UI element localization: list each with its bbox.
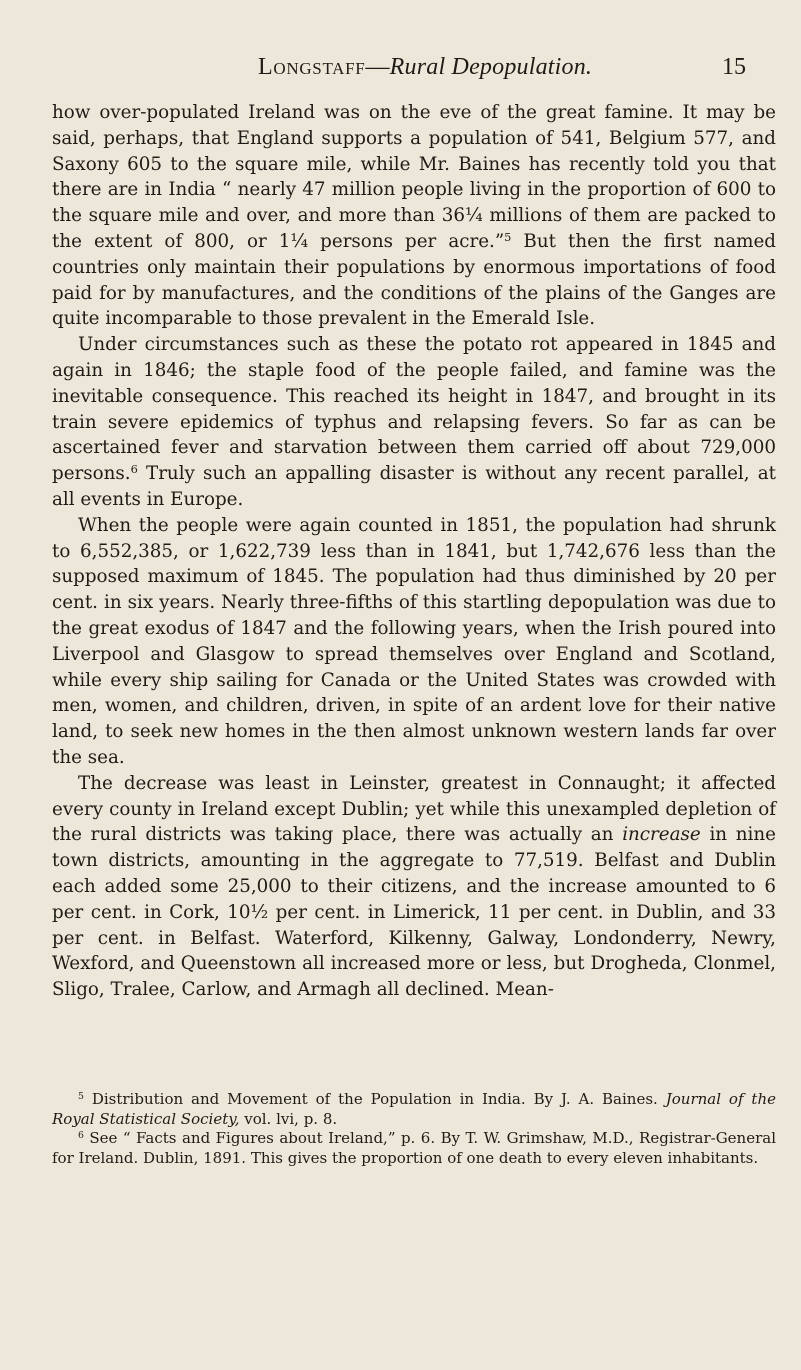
footnote-marker: 6: [78, 1129, 84, 1141]
paragraph: [52, 771, 776, 1003]
paragraph: [52, 332, 776, 513]
paragraph-text: But then the first named countries only maintain their populations by enormous importations of food paid for by manufactures, and the conditions of the plains of the Ganges are quite incomparable to those prevalent in the Emerald Isle.: [52, 230, 776, 330]
footnote-reference: 6: [130, 461, 138, 476]
running-head-separator: —: [365, 54, 390, 80]
footnote: [52, 1090, 776, 1129]
footnote: [52, 1129, 776, 1168]
footnote-marker: 5: [78, 1090, 84, 1102]
running-head: [0, 54, 801, 84]
footnote-text: Distribution and Movement of the Population in India. By J. A. Baines.: [83, 1090, 666, 1108]
paragraph-text: Truly such an appalling disaster is without any recent parallel, at all events in Europe.: [52, 463, 776, 510]
running-head-subject: Rural Depopulation.: [389, 54, 593, 80]
emphasized-word: increase: [622, 824, 701, 846]
footnote-text: vol. lvi, p. 8.: [239, 1109, 338, 1128]
journal-title: Journal of the Royal Statistical Society,: [52, 1090, 776, 1128]
paragraph-text: The decrease was least in Leinster, greatest in Connaught; it affected every county in Ireland except Dublin; yet while this unexampled depletion of the rural districts was taking place, there was actually an: [52, 772, 776, 846]
footnote-reference: 5: [504, 229, 512, 244]
paragraph-text: how over-populated Ireland was on the eve of the great famine. It may be said, perhaps, that England supports a population of 541, Belgium 577, and Saxony 605 to the square mile, while Mr. Baines has recently told you that there are in India “ nearly 47 million people living in the proportion of 600 to the square mile and over, and more than 36¼ millions of them are packed to the extent of 800, or 1¼ persons per acre.”: [52, 102, 776, 252]
page-number: 15: [722, 54, 746, 80]
paragraph-text: in nine town districts, amounting in the aggregate to 77,519. Belfast and Dublin each added some 25,000 to their citizens, and the increase amounted to 6 per cent. in Cork, 10½ per cent. in Limerick, 11 per cent. in Dublin, and 33 per cent. in Belfast. Waterford, Kilkenny, Galway, Londonderry, Newry, Wexford, and Queenstown all increased more or less, but Drogheda, Clonmel, Sligo, Tralee, Carlow, and Armagh all declined. Mean-: [52, 824, 777, 1001]
paragraph: [52, 513, 776, 771]
footnotes: [52, 1090, 776, 1168]
body-text: [52, 100, 776, 1003]
running-title: [258, 54, 592, 81]
running-head-author: Longstaff: [258, 54, 366, 80]
paragraph-text: Under circumstances such as these the potato rot appeared in 1845 and again in 1846; the staple food of the people failed, and famine was the inevitable consequence. This reached its height in 1847, and brought in its train severe epidemics of typhus and relapsing fevers. So far as can be ascertained fever and starvation between them carried off about 729,000 persons.: [52, 334, 776, 485]
footnote-text: See “ Facts and Figures about Ireland,” p. 6. By T. W. Grimshaw, M.D., Registrar-General for Ireland. Dublin, 1891. This gives the proportion of one death to every eleven inhabitants.: [52, 1129, 776, 1167]
paragraph-text: When the people were again counted in 1851, the population had shrunk to 6,552,385, or 1,622,739 less than in 1841, but 1,742,676 less than the supposed maximum of 1845. The population had thus diminished by 20 per cent. in six years. Nearly three-fifths of this startling depopulation was due to the great exodus of 1847 and the following years, when the Irish poured into Liverpool and Glasgow to spread themselves over England and Scotland, while every ship sailing for Canada or the United States was crowded with men, women, and children, driven, in spite of an ardent love for their native land, to seek new homes in the then almost unknown western lands far over the sea.: [52, 514, 776, 768]
paragraph: [52, 100, 776, 332]
